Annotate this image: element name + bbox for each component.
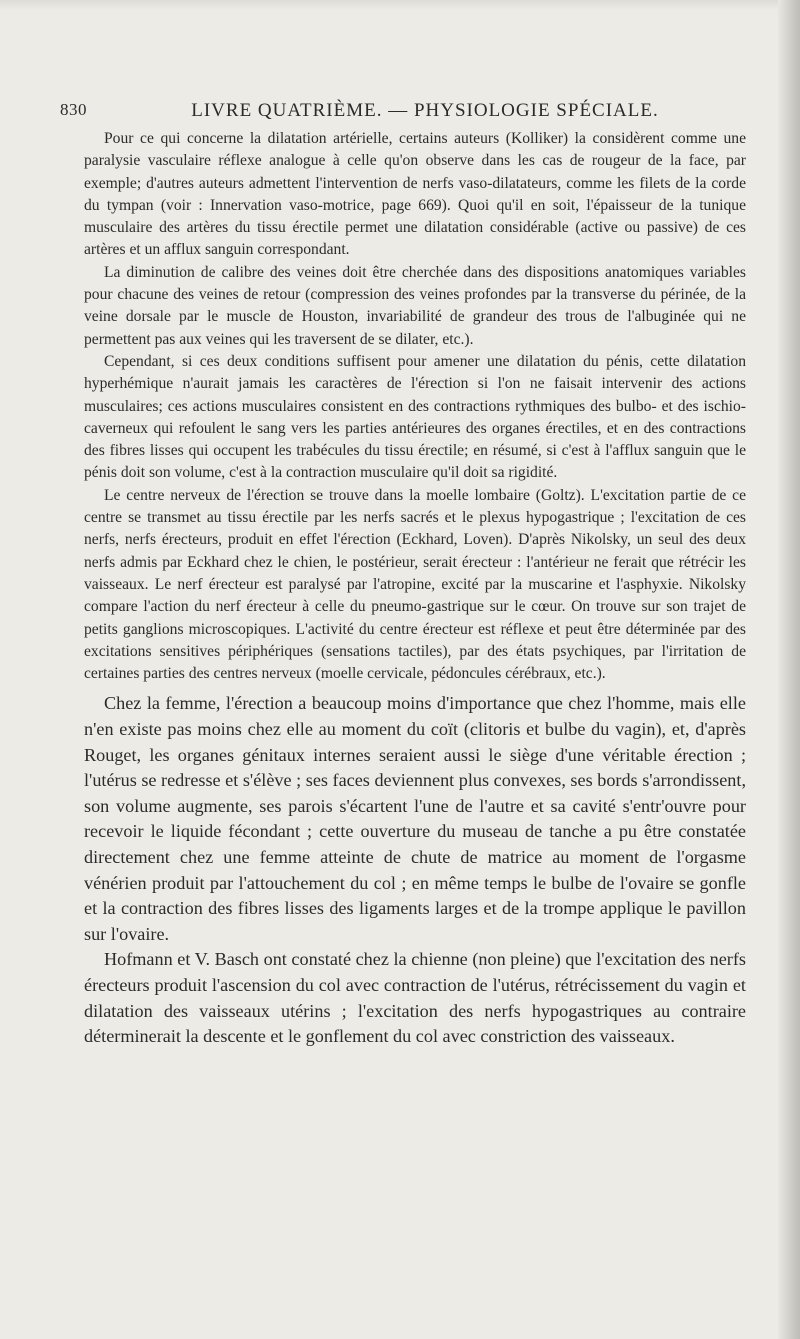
page-number: 830: [60, 100, 87, 119]
paragraph-vein-calibre: La diminution de calibre des veines doit être cherchée dans des dispositions anatomiques variables pour chacune des veines de retour (compression des veines profondes par la transverse du périnée, de la veine dorsale par le muscle de Houston, invariabilité de grandeur des trous de l'albuginée qui ne permettent pas aux veines qui les traversent de se dilater, etc.).: [84, 263, 746, 348]
large-print-section: [84, 691, 746, 1049]
page-binding-edge: [778, 0, 800, 1339]
body-text: [84, 128, 746, 1050]
running-title: LIVRE QUATRIÈME. — PHYSIOLOGIE SPÉCIALE.: [191, 100, 659, 121]
paragraph-female-erection: Chez la femme, l'érection a beaucoup moins d'importance que chez l'homme, mais elle n'en existe pas moins chez elle au moment du coït (clitoris et bulbe du vagin), et, d'après Rouget, les organes génitaux internes seraient aussi le siège d'une véritable érection ; l'utérus se redresse et s'élève ; ses faces deviennent plus convexes, ses bords s'arrondissent, son volume augmente, ses parois s'écartent l'une de l'autre et sa cavité s'entr'ouvre pour recevoir le liquide fécondant ; cette ouverture du museau de tanche a pu être constatée directement chez une femme atteinte de chute de matrice au moment de l'orgasme vénérien produit par l'attouchement du col ; en même temps le bulbe de l'ovaire se gonfle et la contraction des fibres lisses des ligaments larges et de la trompe applique le pavillon sur l'ovaire.: [84, 693, 746, 944]
paragraph-hofmann-basch: Hofmann et V. Basch ont constaté chez la chienne (non pleine) que l'excitation des nerfs érecteurs produit l'ascension du col avec contraction de l'utérus, rétrécissement du vagin et dilatation des vaisseaux utérins ; l'excitation des nerfs hypogastriques au contraire déterminerait la descente et le gonflement du col avec constriction des vaisseaux.: [84, 949, 746, 1047]
small-print-section: [84, 128, 746, 685]
paragraph-nerve-centre: Le centre nerveux de l'érection se trouve dans la moelle lombaire (Goltz). L'excitation partie de ce centre se transmet au tissu érectile par les nerfs sacrés et le plexus hypogastrique ; l'excitation de ces nerfs, nerfs érecteurs, produit en effet l'érection (Eckhard, Loven). D'après Nikolsky, un seul des deux nerfs admis par Eckhard chez le chien, le postérieur, serait érecteur : l'antérieur ne ferait que rétrécir les vaisseaux. Le nerf érecteur est paralysé par l'atropine, excité par la muscarine et l'asphyxie. Nikolsky compare l'action du nerf érecteur à celle du pneumo-gastrique sur le cœur. On trouve sur son trajet de petits ganglions microscopiques. L'activité du centre érecteur est réflexe et peut être déterminée par des excitations sensitives périphériques (sensations tactiles), par des états psychiques, par l'irritation de certaines parties des centres nerveux (moelle cervicale, pédoncules cérébraux, etc.).: [84, 486, 746, 683]
paragraph-muscular-actions: Cependant, si ces deux conditions suffisent pour amener une dilatation du pénis, cette dilatation hyperhémique n'aurait jamais les caractères de l'érection si l'on ne faisait intervenir des actions musculaires; ces actions musculaires consistent en des contractions rythmiques des bulbo- et des ischio-caverneux qui refoulent le sang vers les parties antérieures des organes érectiles, et en des contractions des fibres lisses qui occupent les trabécules du tissu érectile; en résumé, si c'est à l'afflux sanguin que le pénis doit son volume, c'est à la contraction musculaire qu'il doit sa rigidité.: [84, 352, 746, 482]
page-top-shadow: [0, 0, 800, 10]
page-header: [60, 100, 780, 130]
paragraph-arterial-dilatation: Pour ce qui concerne la dilatation artérielle, certains auteurs (Kolliker) la considèrent comme une paralysie vasculaire réflexe analogue à celle qu'on observe dans les cas de rougeur de la face, par exemple; d'autres auteurs admettent l'intervention de nerfs vaso-dilatateurs, comme les filets de la corde du tympan (voir : Innervation vaso-motrice, page 669). Quoi qu'il en soit, l'épaisseur de la tunique musculaire des artères du tissu érectile permet une dilatation considérable (active ou passive) de ces artères et un afflux sanguin correspondant.: [84, 130, 746, 259]
